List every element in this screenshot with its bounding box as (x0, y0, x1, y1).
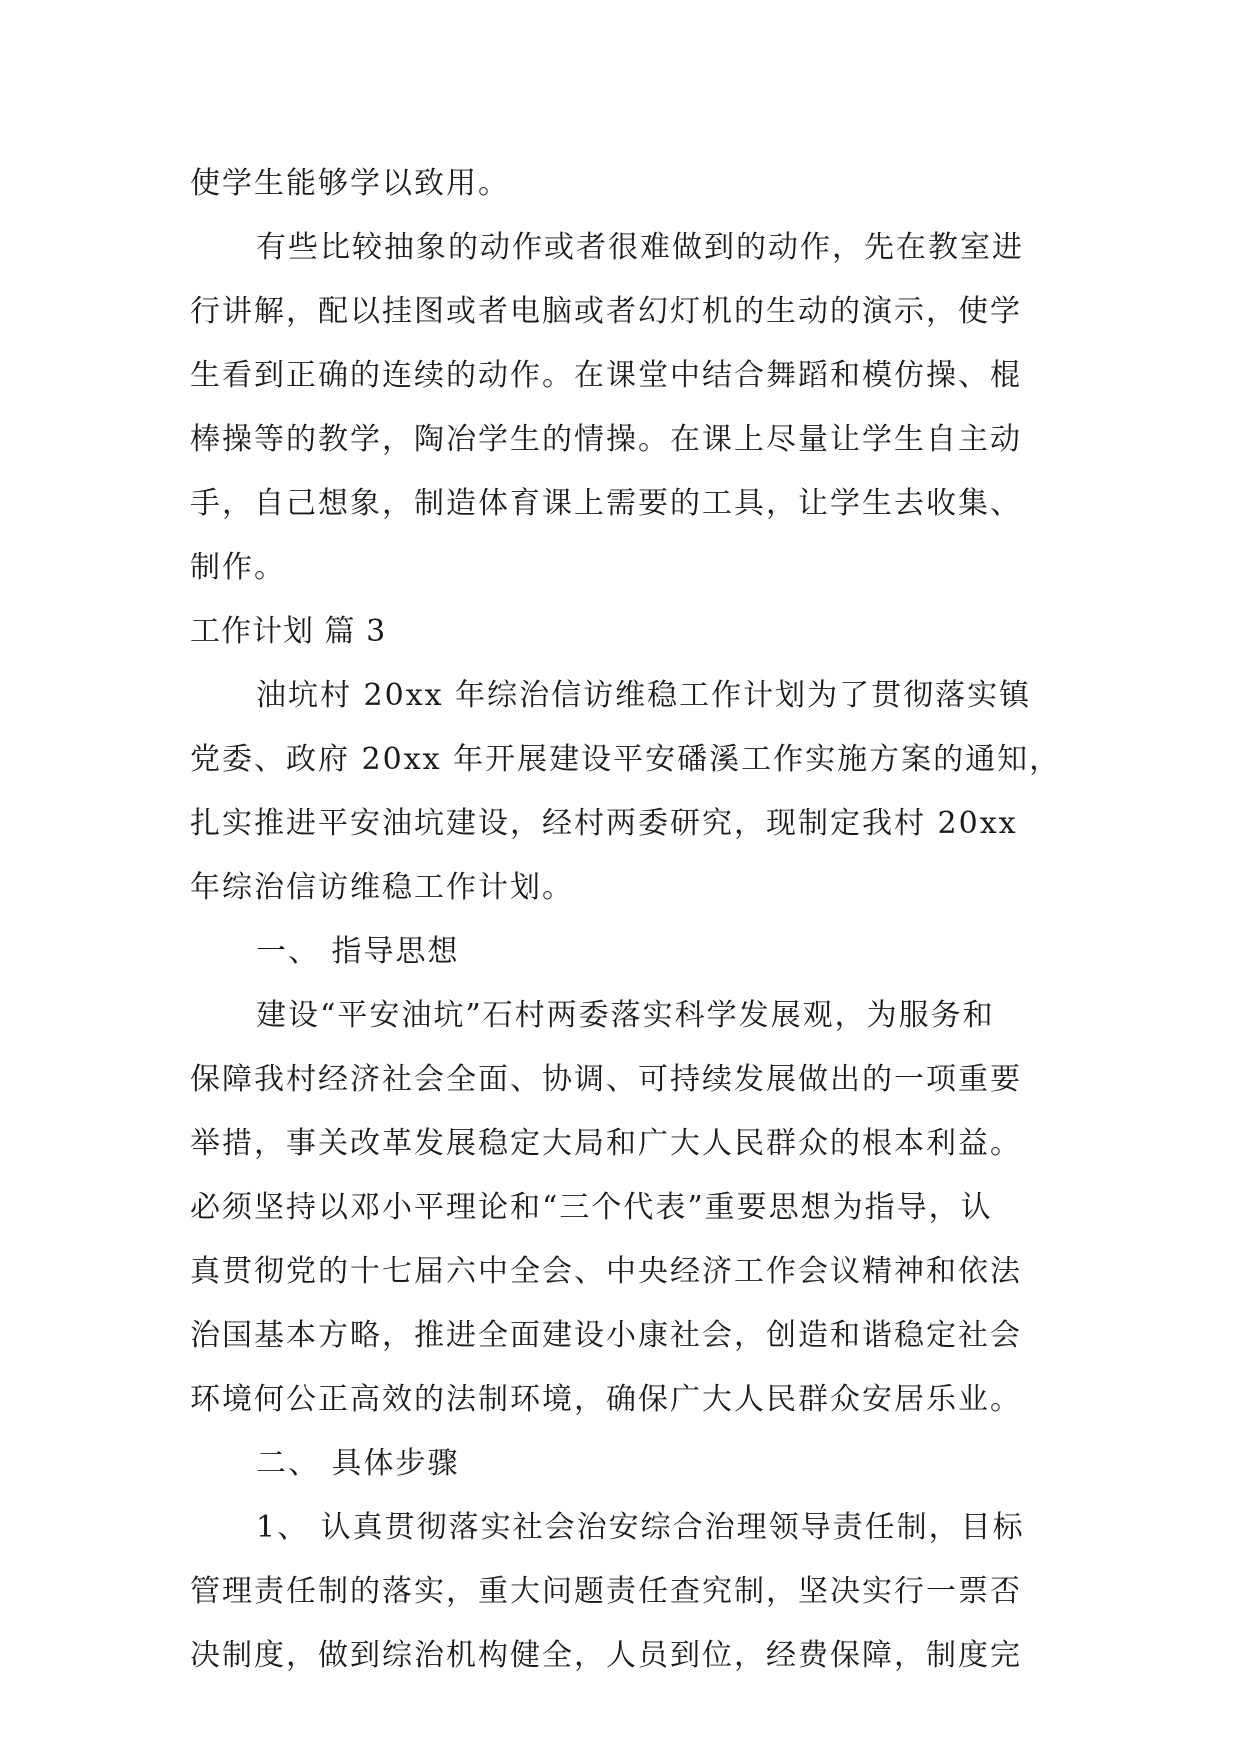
text-line: 决制度，做到综治机构健全，人员到位，经费保障，制度完 (190, 1638, 1022, 1673)
text-line: 手，自己想象，制造体育课上需要的工具，让学生去收集、 (190, 486, 1022, 521)
text-line: 棒操等的教学，陶冶学生的情操。在课上尽量让学生自主动 (190, 422, 1022, 457)
text-line: 治国基本方略，推进全面建设小康社会，创造和谐稳定社会 (190, 1318, 1022, 1353)
text-line: 一、 指导思想 (256, 934, 460, 969)
text-line: 油坑村 20xx 年综治信访维稳工作计划为了贯彻落实镇 (256, 678, 1032, 713)
text-line: 生看到正确的连续的动作。在课堂中结合舞蹈和模仿操、棍 (190, 358, 1022, 393)
text-line: 建设“平安油坑”石村两委落实科学发展观，为服务和 (256, 998, 995, 1033)
text-line: 党委、政府 20xx 年开展建设平安磻溪工作实施方案的通知， (190, 742, 1062, 777)
text-line: 制作。 (190, 550, 286, 585)
text-line: 必须坚持以邓小平理论和“三个代表”重要思想为指导，认 (190, 1190, 993, 1225)
text-line: 行讲解，配以挂图或者电脑或者幻灯机的生动的演示，使学 (190, 294, 1022, 329)
text-line: 管理责任制的落实，重大问题责任查究制，坚决实行一票否 (190, 1574, 1022, 1609)
text-line: 真贯彻党的十七届六中全会、中央经济工作会议精神和依法 (190, 1254, 1022, 1289)
text-line: 保障我村经济社会全面、协调、可持续发展做出的一项重要 (190, 1062, 1022, 1097)
text-line: 环境何公正高效的法制环境，确保广大人民群众安居乐业。 (190, 1382, 1022, 1417)
text-line: 扎实推进平安油坑建设，经村两委研究，现制定我村 20xx (190, 806, 1018, 841)
text-line: 举措，事关改革发展稳定大局和广大人民群众的根本利益。 (190, 1126, 1022, 1161)
text-line: 年综治信访维稳工作计划。 (190, 870, 574, 905)
section-heading: 工作计划 篇 3 (190, 614, 387, 649)
text-line: 二、 具体步骤 (256, 1446, 460, 1481)
text-line: 使学生能够学以致用。 (190, 166, 510, 201)
text-line: 1、 认真贯彻落实社会治安综合治理领导责任制，目标 (256, 1510, 1025, 1545)
document-body (190, 152, 1062, 1688)
text-line: 有些比较抽象的动作或者很难做到的动作，先在教室进 (256, 230, 1024, 265)
